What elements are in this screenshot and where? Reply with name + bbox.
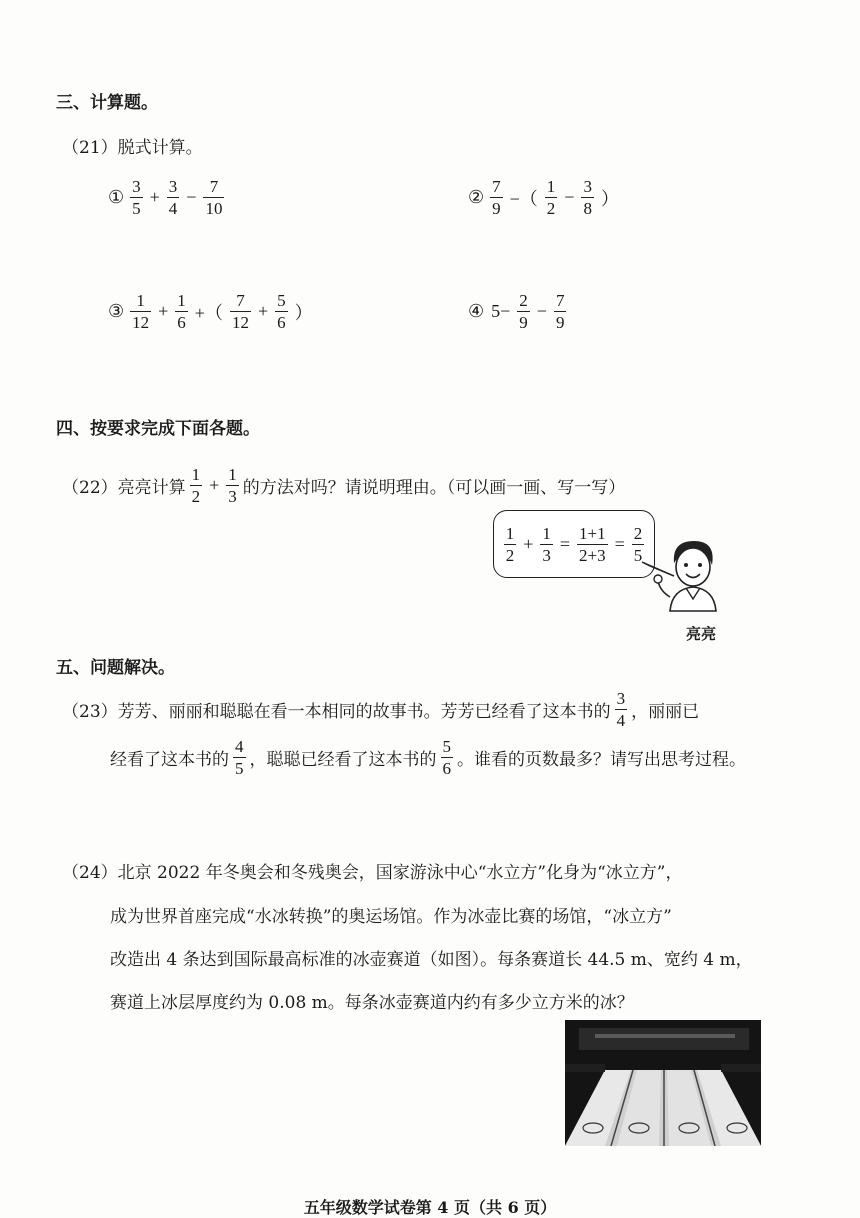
q23-text-3: 经看了这本书的 [110,750,229,770]
q22-fraction-third: $\frac{1}{3}$ [228,465,237,506]
q23-text-1: （23）芳芳、丽丽和聪聪在看一本相同的故事书。芳芳已经看了这本书的 [62,702,611,722]
q23-line-2 [110,738,746,777]
fraction: $\frac{1}{2}$ [546,177,556,218]
q23-line-1 [62,690,699,729]
q24-line-4: 赛道上冰层厚度约为 0.08 m。每条冰壶赛道内约有多少立方米的冰？ [110,993,634,1013]
operator: − [186,187,197,207]
bubble-equals-1: = [559,533,571,554]
fraction: $\frac{7}{10}$ [205,177,223,218]
operator: + [257,301,269,321]
q23-text-5: 。谁看的页数最多？请写出思考过程。 [457,750,746,770]
q24-line-1: （24）北京 2022 年冬奥会和冬残奥会，国家游泳中心“水立方”化身为“冰立方”， [62,863,683,883]
curling-lanes-icon [565,1020,761,1146]
operator: ） [294,302,313,323]
fraction: $\frac{5}{6}$ [277,291,286,332]
q22-text-post: 的方法对吗？请说明理由。（可以画一画、写一写） [242,478,626,498]
bubble-fraction-4: $\frac{2}{5}$ [633,523,643,565]
bubble-equals-2: = [614,533,625,554]
q21-expression-3 [108,292,316,331]
speech-bubble [493,510,655,578]
section-4-title: 四、按要求完成下面各题。 [56,419,260,439]
fraction: $\frac{7}{12}$ [231,291,249,332]
operator: +（ [194,302,223,323]
operator: − [564,187,575,207]
character-name: 亮亮 [686,625,717,643]
fraction: $\frac{3}{5}$ [132,177,141,218]
q24-line-3: 改造出 4 条达到国际最高标准的冰壶赛道（如图）。每条赛道长 44.5 m、宽约 4 m， [110,950,753,970]
bubble-plus: + [523,533,534,554]
q21-label: （21）脱式计算。 [62,138,203,158]
q22-fraction-half: $\frac{1}{2}$ [191,465,201,506]
q24-line-2: 成为世界首座完成“水冰转换”的奥运场馆。作为冰壶比赛的场馆，“冰立方” [110,907,672,927]
fraction: $\frac{3}{8}$ [583,177,592,218]
q22-plus: + [209,475,220,495]
q21-expression-1 [108,178,226,217]
curling-rink-photo [565,1020,761,1146]
section-5-title: 五、问题解决。 [56,658,175,678]
fraction: $\frac{1}{12}$ [132,291,150,332]
q23-fraction-3-4: $\frac{3}{4}$ [616,689,626,730]
fraction: $\frac{3}{4}$ [168,177,178,218]
fraction: $\frac{7}{9}$ [555,291,565,332]
fraction: $\frac{2}{9}$ [519,291,528,332]
fraction: $\frac{7}{9}$ [492,177,501,218]
page-footer: 五年级数学试卷第 4 页（共 6 页） [303,1198,557,1217]
bubble-fraction-2: $\frac{1}{3}$ [542,523,551,565]
operator: ） [600,188,619,209]
operator: + [158,301,169,321]
q22-question [62,466,625,505]
bubble-fraction-1: $\frac{1}{2}$ [505,523,515,565]
q23-fraction-4-5: $\frac{4}{5}$ [235,737,244,778]
q22-text-pre: （22）亮亮计算 [62,478,186,498]
bubble-fraction-3: $\frac{1+1}{2+3}$ [579,523,606,565]
fraction: $\frac{1}{6}$ [177,291,186,332]
q23-text-2: ，丽丽已 [631,702,700,722]
q21-expression-4 [468,292,568,331]
q23-fraction-5-6: $\frac{5}{6}$ [442,737,451,778]
expression-marker: ④ [468,301,485,322]
operator: + [149,187,160,207]
expression-marker: ③ [108,301,125,322]
operator: −（ [509,188,538,209]
operator: − [536,301,547,321]
q23-text-4: ，聪聪已经看了这本书的 [249,750,437,770]
section-3-title: 三、计算题。 [56,93,158,113]
q21-expression-2 [468,178,622,217]
operator: 5− [491,301,511,321]
expression-marker: ② [468,187,485,208]
expression-marker: ① [108,187,125,208]
boy-cartoon-icon [652,535,734,613]
